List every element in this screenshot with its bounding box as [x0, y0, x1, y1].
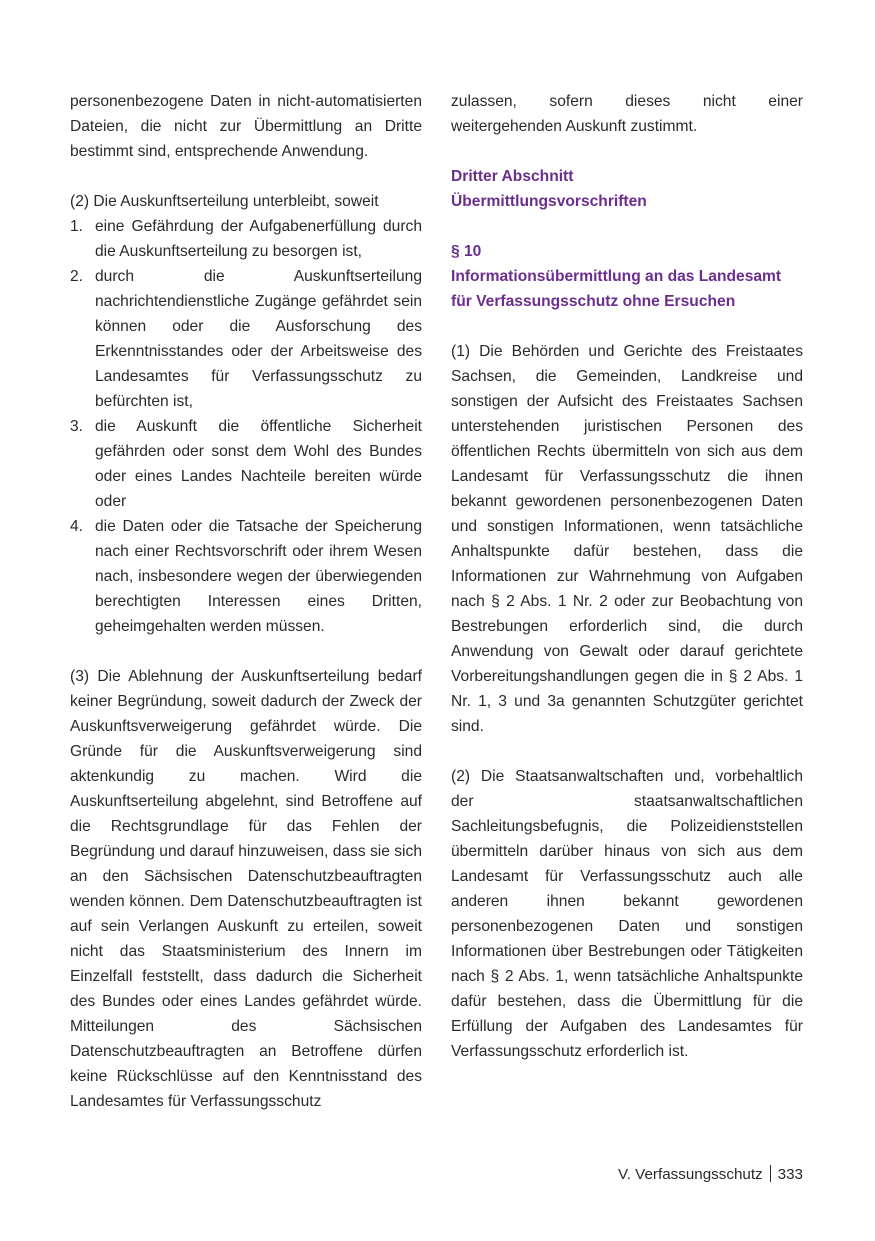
list-item-text: durch die Auskunftserteilung nachrichtendienstliche Zugänge gefährdet sein können oder die Ausforschung des Erkenntnisstandes oder der Arbeitsweise des Landesamtes für Verfassungsschutz zu befürchten ist, [95, 268, 422, 410]
list-item-number: 3. [70, 418, 84, 435]
paragraph-continuation-right: zulassen, sofern dieses nicht einer weitergehenden Auskunft zustimmt. [451, 93, 803, 135]
footer-chapter: V. Verfassungsschutz [618, 1166, 763, 1183]
paragraph-continuation: personenbezogene Daten in nicht-automatisierten Dateien, die nicht zur Übermittlung an Dritte bestimmt sind, entsprechende Anwendung. [70, 93, 422, 160]
paragraph-title: Informationsübermittlung an das Landesamt für Verfassungsschutz ohne Ersuchen [451, 268, 782, 310]
list-item-number: 1. [70, 218, 84, 235]
list-item-text: die Auskunft die öffentliche Sicherheit gefährden oder sonst dem Wohl des Bundes oder eines Landes Nachteile bereiten würde oder [95, 418, 422, 510]
left-column [70, 89, 422, 1114]
section-heading-line-2: Übermittlungsvorschriften [451, 193, 647, 210]
paragraph-3: (3) Die Ablehnung der Auskunftserteilung bedarf keiner Begründung, soweit dadurch der Zweck der Auskunftsverweigerung gefährdet würde. Die Gründe für die Auskunftsverweigerung sind aktenkundig zu machen. Wird die Auskunftserteilung abgelehnt, sind Betroffene auf die Rechtsgrundlage für das Fehlen der Begründung und darauf hinzuweisen, dass sie sich an den Sächsischen Datenschutzbeauftragten wenden können. Dem Datenschutzbeauftragten ist auf sein Verlangen Auskunft zu erteilen, soweit nicht das Staatsministerium des Innern im Einzelfall feststellt, dass dadurch die Sicherheit des Bundes oder eines Landes gefährdet würde. Mitteilungen des Sächsischen Datenschutzbeauftragten an Betroffene dürfen keine Rückschlüsse auf den Kenntnisstand des Landesamtes für Verfassungsschutz [70, 668, 422, 1110]
list-item-number: 2. [70, 268, 84, 285]
list-item [70, 214, 422, 264]
list-item [70, 514, 422, 639]
list-item-text: die Daten oder die Tatsache der Speicherung nach einer Rechtsvorschrift oder ihrem Wesen nach, insbesondere wegen der überwiegenden berechtigten Interessen eines Dritten, geheimgehalten werden müssen. [95, 518, 422, 635]
right-column [451, 89, 803, 1064]
list-item-number: 4. [70, 518, 84, 535]
paragraph-number: § 10 [451, 243, 482, 260]
page-number: 333 [777, 1166, 803, 1183]
section-heading-line-1: Dritter Abschnitt [451, 168, 574, 185]
list-item [70, 414, 422, 514]
footer-separator [770, 1165, 771, 1182]
paragraph-10-1: (1) Die Behörden und Gerichte des Freistaates Sachsen, die Gemeinden, Landkreise und sonstigen der Aufsicht des Freistaates Sachsen unterstehenden juristischen Personen des öffentlichen Rechts übermitteln von sich aus dem Landesamt für Verfassungsschutz die ihnen bekannt gewordenen personenbezogenen Daten und sonstigen Informationen, wenn tatsächliche Anhaltspunkte dafür bestehen, dass die Informationen zur Wahrnehmung von Aufgaben nach § 2 Abs. 1 Nr. 2 oder zur Beobachtung von Bestrebungen erforderlich sind, die durch Anwendung von Gewalt oder darauf gerichtete Vorbereitungshandlungen gegen die in § 2 Abs. 1 Nr. 1, 3 und 3a genannten Schutzgüter gerichtet sind. [451, 343, 803, 735]
numbered-list [70, 214, 422, 639]
page-footer [618, 1164, 803, 1186]
paragraph-10-2: (2) Die Staatsanwaltschaften und, vorbehaltlich der staatsanwaltschaftlichen Sachleitungsbefugnis, die Polizeidienststellen übermitteln darüber hinaus von sich aus dem Landesamt für Verfassungsschutz auch alle anderen ihnen bekannt gewordenen personenbezogenen Daten und sonstigen Informationen über Bestrebungen oder Tätigkeiten nach § 2 Abs. 1, wenn tatsächliche Anhaltspunkte dafür bestehen, dass die Übermittlung für die Erfüllung der Aufgaben des Landesamtes für Verfassungsschutz erforderlich ist. [451, 768, 803, 1060]
list-item-text: eine Gefährdung der Aufgabenerfüllung durch die Auskunftserteilung zu besorgen ist, [95, 218, 422, 260]
list-item [70, 264, 422, 414]
paragraph-2-intro: (2) Die Auskunftserteilung unterbleibt, soweit [70, 193, 379, 210]
